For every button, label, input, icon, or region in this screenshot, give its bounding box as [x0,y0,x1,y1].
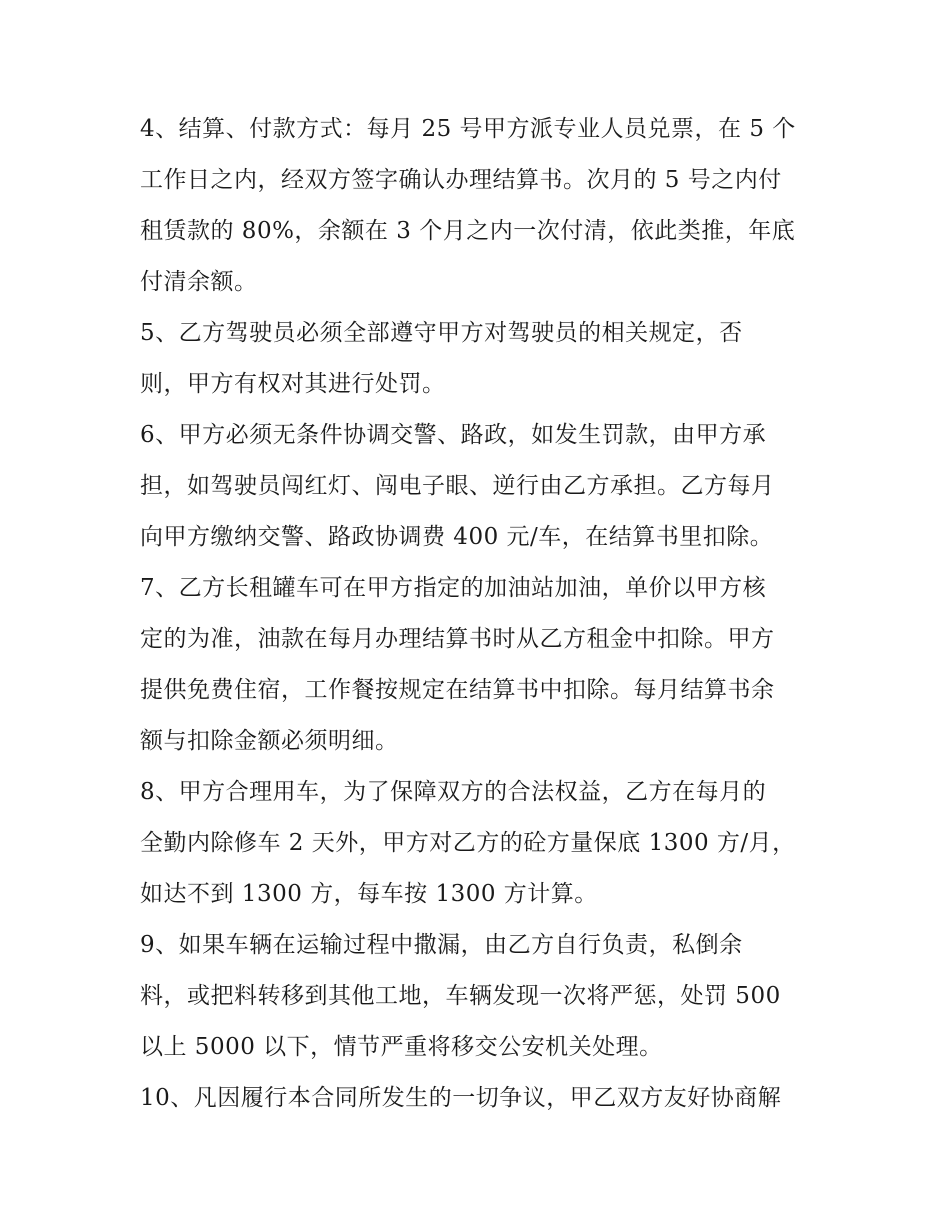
text-line: 担，如驾驶员闯红灯、闯电子眼、逆行由乙方承担。乙方每月 [140,473,775,499]
text-line: 9、如果车辆在运输过程中撒漏，由乙方自行负责，私倒余 [140,932,743,958]
text-line: 以上 5000 以下，情节严重将移交公安机关处理。 [140,1034,663,1060]
text-line: 向甲方缴纳交警、路政协调费 400 元/车，在结算书里扣除。 [140,524,774,550]
text-line: 租赁款的 80%，余额在 3 个月之内一次付清，依此类推，年底 [140,218,796,244]
text-line: 4、结算、付款方式：每月 25 号甲方派专业人员兑票，在 5 个 [140,116,796,142]
text-line: 6、甲方必须无条件协调交警、路政，如发生罚款，由甲方承 [140,422,767,448]
text-line: 定的为准，油款在每月办理结算书时从乙方租金中扣除。甲方 [140,626,775,652]
text-line: 如达不到 1300 方，每车按 1300 方计算。 [140,881,598,907]
text-line: 8、甲方合理用车，为了保障双方的合法权益，乙方在每月的 [140,779,767,805]
text-line: 付清余额。 [140,269,258,295]
text-line: 提供免费住宿，工作餐按规定在结算书中扣除。每月结算书余 [140,677,775,703]
text-line: 10、凡因履行本合同所发生的一切争议，甲乙双方友好协商解 [140,1085,782,1111]
text-line: 工作日之内，经双方签字确认办理结算书。次月的 5 号之内付 [140,167,782,193]
text-line: 额与扣除金额必须明细。 [140,728,399,754]
text-line: 全勤内除修车 2 天外，甲方对乙方的砼方量保底 1300 方/月， [140,830,796,856]
text-line: 料，或把料转移到其他工地，车辆发现一次将严惩，处罚 500 [140,983,781,1009]
text-line: 则，甲方有权对其进行处罚。 [140,371,446,397]
text-line: 7、乙方长租罐车可在甲方指定的加油站加油，单价以甲方核 [140,575,767,601]
text-line: 5、乙方驾驶员必须全部遵守甲方对驾驶员的相关规定，否 [140,320,743,346]
